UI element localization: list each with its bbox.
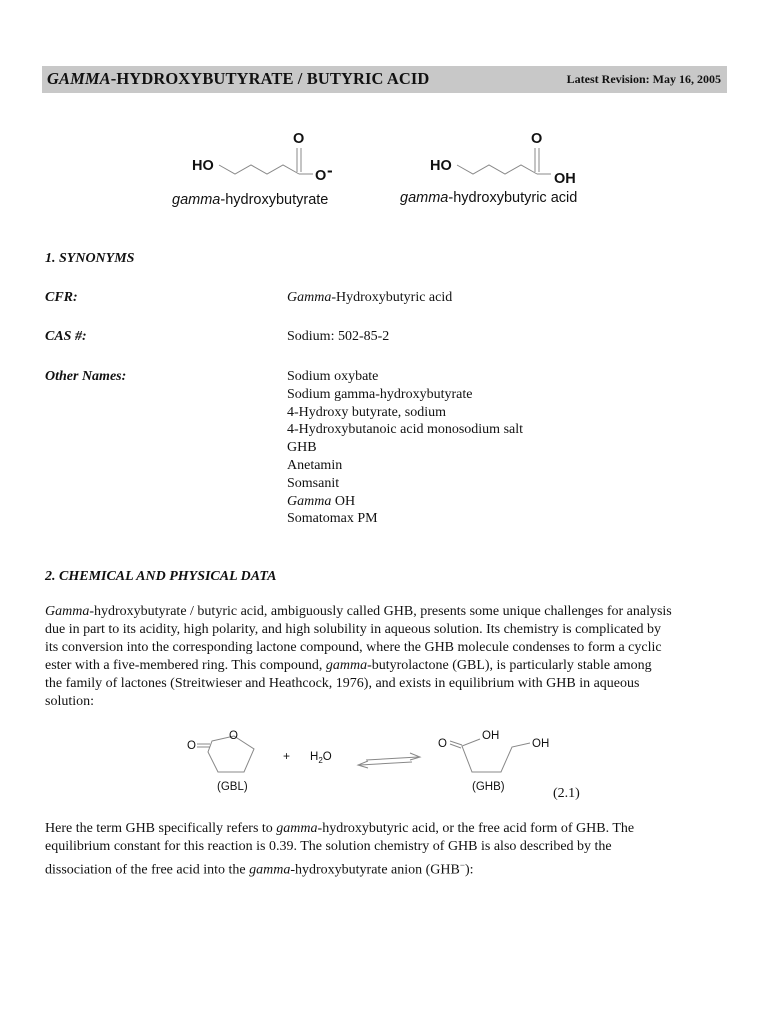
- inline-text: -hydroxybutyrate / butyric acid, ambiguously called GHB, presents some unique challenges for analysis: [89, 604, 672, 619]
- revision-date: Latest Revision: May 16, 2005: [566, 72, 721, 86]
- cfr-value-italic: Gamma: [287, 290, 332, 305]
- right-ho-label: HO: [430, 158, 452, 174]
- gbl-o-carbonyl-label: O: [187, 740, 196, 752]
- cas-label: CAS #:: [45, 329, 87, 344]
- water-subscript: 2: [318, 756, 323, 765]
- paragraph-line: [45, 603, 725, 621]
- synonyms-heading: 1. SYNONYMS: [45, 251, 135, 266]
- paragraph-line: [45, 657, 725, 675]
- paragraph-line: solution:: [45, 694, 95, 709]
- list-item: Anetamin: [287, 457, 343, 473]
- cfr-value: [287, 290, 452, 306]
- list-item: 4-Hydroxy butyrate, sodium: [287, 404, 447, 420]
- right-o-top-label: O: [531, 131, 543, 147]
- left-o-top-label: O: [293, 131, 305, 147]
- plus-sign: +: [283, 749, 291, 763]
- list-item: Sodium oxybate: [287, 369, 379, 384]
- equation-number: (2.1): [553, 786, 580, 801]
- paragraph-line: [45, 820, 725, 838]
- water-formula: [310, 751, 332, 765]
- gbl-label: (GBL): [217, 781, 248, 793]
- other-names-list: [287, 368, 523, 528]
- ghb-label: (GHB): [472, 781, 505, 793]
- water-o: O: [322, 751, 332, 763]
- right-structure-caption: [400, 190, 577, 206]
- water-h: H: [310, 751, 319, 763]
- left-structure-caption: [172, 192, 328, 208]
- inline-text: -butyrolactone (GBL), is particularly stable among: [367, 658, 652, 673]
- left-ho-label: HO: [192, 158, 214, 174]
- other-names-label: Other Names:: [45, 369, 127, 384]
- ghb-oh1-label: OH: [482, 730, 500, 742]
- left-o-bottom-label: O: [315, 168, 327, 184]
- inline-text: ):: [464, 862, 474, 878]
- list-item: Somatomax PM: [287, 511, 378, 527]
- right-caption-rest: -hydroxybutyric acid: [448, 190, 578, 206]
- ghb-oh2-label: OH: [532, 738, 550, 750]
- chemical-paragraph-1: [45, 603, 725, 711]
- inline-italic: Gamma: [45, 604, 90, 619]
- inline-italic: gamma: [249, 862, 291, 878]
- list-item: GHB: [287, 440, 317, 456]
- inline-text: dissociation of the free acid into the: [45, 862, 250, 878]
- inline-text: -hydroxybutyric acid, or the free acid form of GHB. The: [317, 821, 635, 836]
- ghb-o-label: O: [438, 738, 447, 750]
- paragraph-line: its conversion into the corresponding lactone compound, where the GHB molecule condenses to form a cyclic: [45, 640, 662, 655]
- ghb-chain-bond: [462, 739, 530, 772]
- paragraph-line: equilibrium constant for this reaction is 0.39. The solution chemistry of GHB is also described by the: [45, 839, 612, 854]
- left-chain-bond: [219, 165, 299, 174]
- cfr-label: CFR:: [45, 290, 78, 305]
- paragraph-line: the family of lactones (Streitwieser and Heathcock, 1976), and exists in equilibrium with GHB in aqueous: [45, 676, 640, 691]
- equilibrium-arrowhead-right: [410, 753, 420, 760]
- title-rest: -HYDROXYBUTYRATE / BUTYRIC ACID: [110, 69, 430, 88]
- equilibrium-arrow-bottom: [360, 762, 412, 765]
- right-caption-italic: gamma: [400, 190, 449, 206]
- list-item: Somsanit: [287, 475, 340, 491]
- inline-text: ester with a five-membered ring. This compound,: [45, 658, 326, 673]
- inline-italic: gamma: [276, 821, 318, 836]
- gbl-o-ring-label: O: [229, 730, 238, 742]
- list-item: Sodium gamma-hydroxybutyrate: [287, 386, 473, 402]
- paragraph-line: [45, 856, 725, 880]
- inline-text: Here the term GHB specifically refers to: [45, 821, 277, 836]
- right-chain-bond: [457, 165, 537, 174]
- chemical-heading: 2. CHEMICAL AND PHYSICAL DATA: [45, 569, 277, 584]
- list-item: [287, 493, 523, 511]
- chemical-paragraph-2: [45, 820, 725, 880]
- gamma-oh-rest: OH: [331, 493, 356, 509]
- list-item: 4-Hydroxybutanoic acid monosodium salt: [287, 422, 524, 438]
- anion-superscript: −: [459, 860, 465, 870]
- left-caption-rest: -hydroxybutyrate: [220, 192, 329, 208]
- left-charge-label: -: [327, 161, 333, 180]
- paragraph-line: due in part to its acidity, high polarity, and high solubility in aqueous solution. Its chemistry is complicated by: [45, 622, 662, 637]
- gamma-oh-italic: Gamma: [287, 493, 332, 509]
- inline-italic: gamma: [325, 658, 368, 673]
- cfr-value-rest: -Hydroxybutyric acid: [331, 290, 453, 305]
- cas-value: Sodium: 502-85-2: [287, 329, 390, 344]
- right-oh-label: OH: [554, 171, 576, 187]
- title-italic: GAMMA: [47, 69, 111, 88]
- inline-text: -hydroxybutyrate anion (GHB: [290, 862, 460, 878]
- left-caption-italic: gamma: [172, 192, 221, 208]
